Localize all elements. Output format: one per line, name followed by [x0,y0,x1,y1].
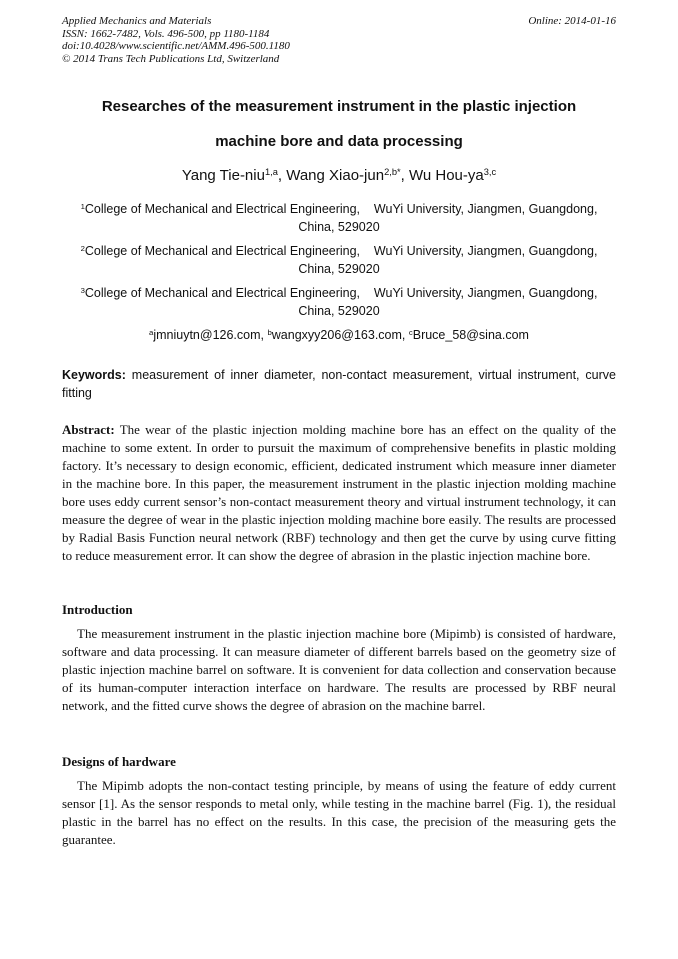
email-address[interactable]: Bruce_58@sina.com [412,328,529,342]
author-name: Wu Hou-ya [408,167,484,184]
paper-title [62,89,616,159]
author-name: Wang Xiao-jun [286,167,385,184]
affiliation-2 [62,243,616,278]
email-sup: c [408,327,413,337]
affiliation-sup: 1 [80,201,85,211]
keywords-label: Keywords: [62,368,126,382]
author-list [62,167,616,184]
email-sup: b [267,327,272,337]
journal-header [62,15,616,65]
title-line-2: machine bore and data processing [215,133,463,150]
journal-name: Applied Mechanics and Materials [62,15,212,27]
affiliation-3 [62,285,616,320]
introduction-paragraph: The measurement instrument in the plastic injection machine bore (Mipimb) is consisted of hardware, software and data processing. It can measure diameter of different barrels based on the geometry size of plastic injection machine barrel on software. It is convenient for data collection and conservation because of its human-computer interaction interface on hardware. The results are processed by RBF neural network, and the fitted curve shows the degree of abrasion on the machine barrel. [62,626,616,713]
section-heading-introduction: Introduction [62,602,133,617]
author-separator: , [400,167,409,184]
issn-line: ISSN: 1662-7482, Vols. 496-500, pp 1180-1184 [62,27,270,40]
copyright-line: © 2014 Trans Tech Publications Ltd, Switzerland [62,52,280,65]
affiliation-line: China, 529020 [298,261,380,276]
affiliation-line: China, 529020 [298,303,380,318]
author-name: Yang Tie-niu [181,167,265,184]
email-address[interactable]: wangxyy206@163.com, [271,328,409,342]
email-sup: a [149,327,154,337]
author-sup: 2,b* [384,166,401,177]
affiliation-sup: 3 [80,285,85,295]
affiliation-line: College of Mechanical and Electrical Engineering, WuYi University, Jiangmen, Guangdong, [84,202,598,216]
affiliation-line: College of Mechanical and Electrical Engineering, WuYi University, Jiangmen, Guangdong, [84,286,598,300]
keywords [62,367,616,402]
email-line [62,328,616,342]
abstract-label: Abstract: [62,422,115,437]
keywords-text: measurement of inner diameter, non-contact measurement, virtual instrument, curve fitting [62,368,616,400]
hardware-paragraph: The Mipimb adopts the non-contact testing principle, by means of using the feature of eddy current sensor [1]. As the sensor responds to metal only, while testing in the machine barrel (Fig. 1), the residual plastic in the barrel has no effect on the results. In this case, the precision of the measuring gets the guarantee. [62,778,616,847]
online-date: Online: 2014-01-16 [528,15,616,27]
author-sup: 1,a [264,166,278,177]
affiliation-sup: 2 [80,243,85,253]
author-separator: , [277,167,287,184]
section-heading-hardware: Designs of hardware [62,754,176,769]
affiliation-line: College of Mechanical and Electrical Engineering, WuYi University, Jiangmen, Guangdong, [84,244,598,258]
abstract-text: The wear of the plastic injection molding machine bore has an effect on the quality of the machine to some extent. In order to pursuit the maximum of comprehensive benefits in plastic molding factory. It’s necessary to design economic, efficient, dedicated instrument which measure inner diameter in the machine bore. In this paper, the measurement instrument in the plastic injection molding machine bore uses eddy current sensor’s non-contact measurement theory and virtual instrument technology, it can measure the degree of wear in the plastic injection molding machine bore easily. The results are processed by Radial Basis Function neural network (RBF) technology and then get the curve by using curve fitting to reduce measurement error. It can show the degree of abrasion in the plastic injection machine bore. [62,422,616,563]
abstract [62,421,616,565]
affiliation-line: China, 529020 [298,219,380,234]
author-sup: 3,c [483,166,497,177]
doi-line[interactable]: doi:10.4028/www.scientific.net/AMM.496-500.1180 [62,40,290,52]
email-address[interactable]: jmniuytn@126.com, [153,328,268,342]
title-line-1: Researches of the measurement instrument in the plastic injection [101,98,577,115]
affiliation-1 [62,201,616,236]
